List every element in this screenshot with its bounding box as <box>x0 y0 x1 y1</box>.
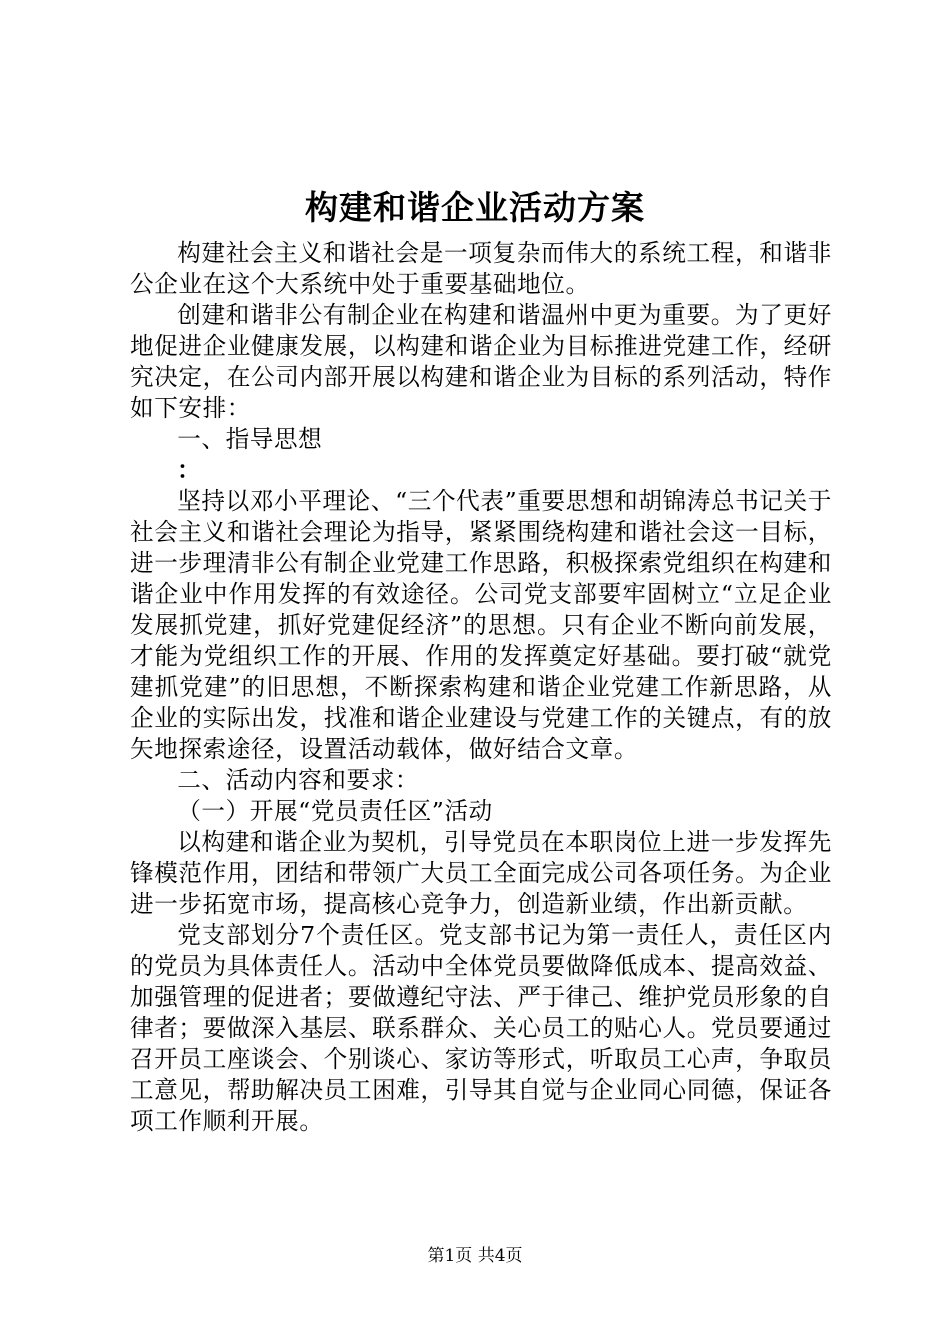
document-body <box>130 238 832 1137</box>
page-footer: 第1页 共4页 <box>427 1246 523 1266</box>
paragraph-background: 创建和谐非公有制企业在构建和谐温州中更为重要。为了更好地促进企业健康发展，以构建和谐企业为目标推进党建工作，经研究决定，在公司内部开展以构建和谐企业为目标的系列活动，特作如下安排： <box>130 301 832 422</box>
paragraph-guiding-ideology: 坚持以邓小平理论、“三个代表”重要思想和胡锦涛总书记关于社会主义和谐社会理论为指导，紧紧围绕构建和谐社会这一目标，进一步理清非公有制企业党建工作思路，积极探索党组织在构建和谐企业中作用发挥的有效途径。公司党支部要牢固树立“立足企业发展抓党建，抓好党建促经济”的思想。只有企业不断向前发展，才能为党组织工作的开展、作用的发挥奠定好基础。要打破“就党建抓党建”的旧思想，不断探索构建和谐企业党建工作新思路，从企业的实际出发，找准和谐企业建设与党建工作的关键点，有的放矢地探索途径，设置活动载体，做好结合文章。 <box>130 487 832 763</box>
paragraph-responsibility-details: 党支部划分7个责任区。党支部书记为第一责任人，责任区内的党员为具体责任人。活动中全体党员要做降低成本、提高效益、加强管理的促进者；要做遵纪守法、严于律己、维护党员形象的自律者；要做深入基层、联系群众、关心员工的贴心人。党员要通过召开员工座谈会、个别谈心、家访等形式，听取员工心声，争取员工意见，帮助解决员工困难，引导其自觉与企业同心同德，保证各项工作顺利开展。 <box>130 921 832 1135</box>
document-title: 构建和谐企业活动方案 <box>305 188 645 227</box>
section-heading-guiding-ideology: 一、指导思想 <box>177 425 323 453</box>
paragraph-intro: 构建社会主义和谐社会是一项复杂而伟大的系统工程，和谐非公企业在这个大系统中处于重要基础地位。 <box>130 239 832 298</box>
stray-colon: ： <box>177 456 202 484</box>
paragraph-responsibility-goal: 以构建和谐企业为契机，引导党员在本职岗位上进一步发挥先锋模范作用，团结和带领广大员工全面完成公司各项任务。为企业进一步拓宽市场，提高核心竞争力，创造新业绩，作出新贡献。 <box>130 828 832 918</box>
section-heading-activities: 二、活动内容和要求： <box>177 766 420 794</box>
subsection-heading-responsibility-zone: （一）开展“党员责任区”活动 <box>177 797 493 825</box>
